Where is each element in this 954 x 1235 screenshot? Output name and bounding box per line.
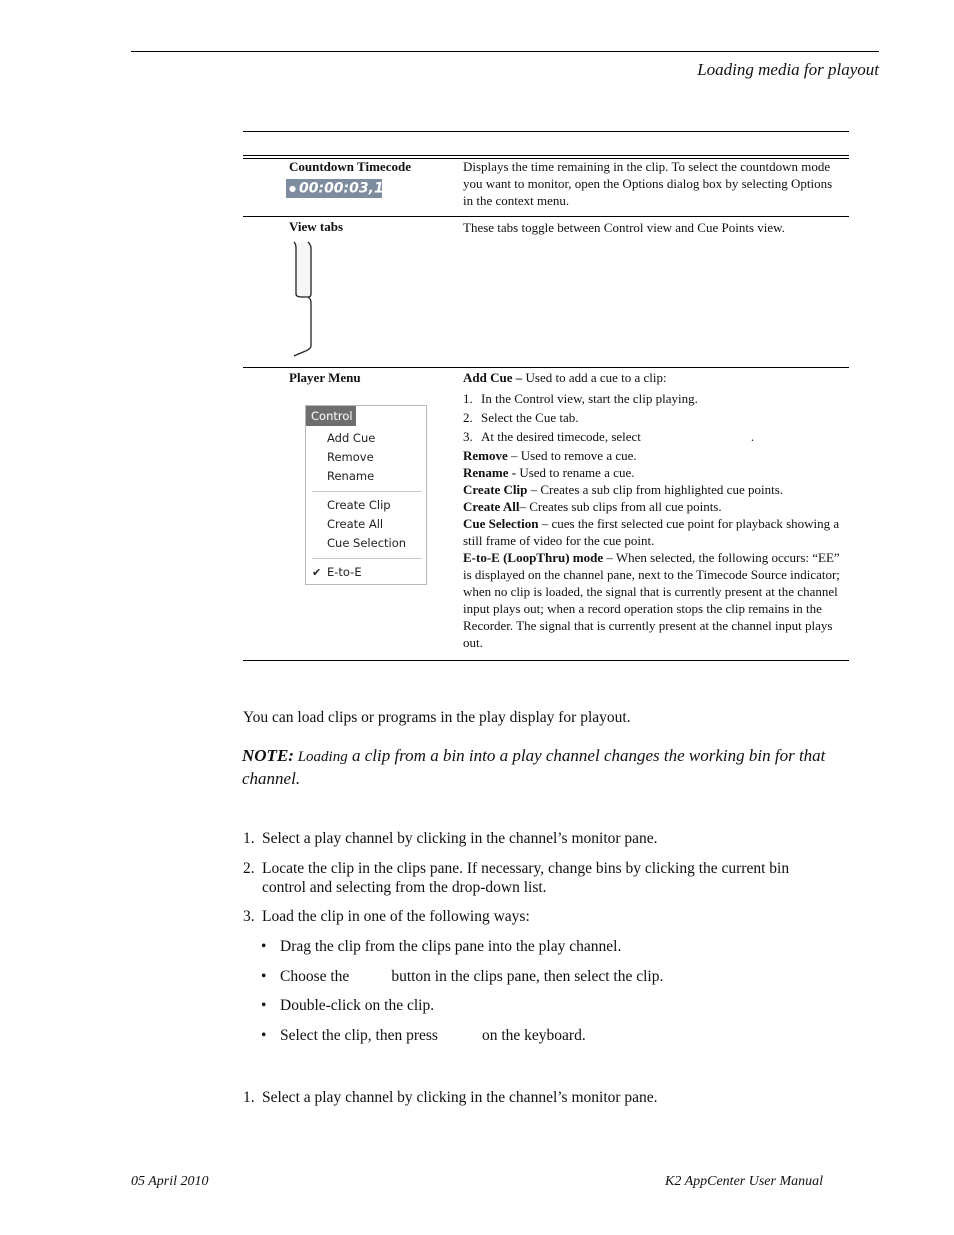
cue-step-text: At the desired timecode, select bbox=[481, 429, 641, 444]
desc-create-clip bbox=[463, 481, 848, 498]
header-rule bbox=[131, 51, 879, 52]
row-label-view-tabs: View tabs bbox=[289, 219, 344, 234]
text-add-cue: Used to add a cue to a clip: bbox=[522, 370, 667, 385]
bullet-item bbox=[261, 1026, 586, 1045]
cue-step bbox=[463, 409, 848, 426]
bullet-text: Drag the clip from the clips pane into the play channel. bbox=[280, 938, 622, 955]
menu-item-create-clip[interactable]: Create Clip bbox=[327, 498, 391, 512]
procedure-step bbox=[243, 859, 833, 897]
row-desc-view-tabs: These tabs toggle between Control view and Cue Points view. bbox=[463, 220, 785, 235]
desc-rename bbox=[463, 464, 848, 481]
cue-step-number: 3. bbox=[463, 429, 473, 444]
table-top-rule bbox=[243, 131, 849, 132]
step-number: 3. bbox=[243, 908, 255, 925]
row-desc-countdown: Displays the time remaining in the clip. To select the countdown mode you want to monitor, open the Options dialog box by selecting Options in the context menu. bbox=[463, 159, 833, 208]
row-label-countdown: Countdown Timecode bbox=[289, 159, 411, 174]
table-row-rule-1 bbox=[243, 216, 849, 217]
term-create-all: Create All bbox=[463, 499, 520, 514]
cue-step-text: Select the Cue tab. bbox=[481, 410, 579, 425]
cue-step-number: 1. bbox=[463, 391, 473, 406]
step-number: 1. bbox=[243, 830, 255, 847]
cue-step-tail: . bbox=[750, 429, 755, 444]
text-remove: – Used to remove a cue. bbox=[507, 448, 637, 463]
step-text: Select a play channel by clicking in the channel’s monitor pane. bbox=[262, 830, 658, 847]
menu-header-control: Control bbox=[306, 406, 356, 426]
bullet-text: Select the clip, then press bbox=[280, 1027, 438, 1044]
text-create-all: – Creates sub clips from all cue points. bbox=[519, 499, 722, 514]
menu-item-add-cue[interactable]: Add Cue bbox=[327, 431, 376, 445]
bullet-text-tail: button in the clips pane, then select the clip. bbox=[391, 968, 664, 985]
checkmark-icon: ✔ bbox=[312, 566, 322, 579]
bullet-item bbox=[261, 967, 663, 986]
bullet-item bbox=[261, 996, 434, 1015]
menu-separator bbox=[312, 491, 422, 492]
step-text: Load the clip in one of the following ways: bbox=[262, 908, 530, 925]
table-row-rule-2 bbox=[243, 367, 849, 368]
note-label: NOTE: bbox=[242, 746, 294, 765]
row-desc-player-menu bbox=[463, 369, 848, 651]
step-text: Select a play channel by clicking in the channel’s monitor pane. bbox=[262, 1089, 658, 1106]
menu-item-create-all[interactable]: Create All bbox=[327, 517, 384, 531]
bullet-text: Double-click on the clip. bbox=[280, 997, 435, 1014]
term-e-to-e: E-to-E (LoopThru) mode bbox=[463, 550, 604, 565]
bullet-icon: • bbox=[261, 1027, 267, 1044]
desc-remove bbox=[463, 447, 848, 464]
term-rename: Rename - bbox=[463, 465, 517, 480]
step-number: 1. bbox=[243, 1089, 255, 1106]
intro-paragraph: You can load clips or programs in the play display for playout. bbox=[243, 709, 631, 726]
footer-date: 05 April 2010 bbox=[131, 1174, 209, 1189]
bullet-item bbox=[261, 937, 621, 956]
text-e-to-e: – When selected, the following occurs: “EE” is displayed on the channel pane, next to the Timecode Source indicator; when no clip is loaded, the signal that is currently present at the channel input plays out; when a record operation stops the clip remains in the Recorder. The signal that is currently present at the channel input plays out. bbox=[463, 550, 840, 650]
desc-cue-selection bbox=[463, 515, 848, 549]
desc-e-to-e bbox=[463, 549, 848, 651]
section-title: Loading media for playout bbox=[697, 60, 879, 79]
term-create-clip: Create Clip bbox=[463, 482, 528, 497]
view-tabs-icon bbox=[288, 238, 318, 360]
term-remove: Remove bbox=[463, 448, 508, 463]
bullet-text: Choose the bbox=[280, 968, 350, 985]
step-text: Locate the clip in the clips pane. If necessary, change bins by clicking the current bin control and selecting from the drop-down list. bbox=[262, 860, 790, 896]
text-cue-selection: – cues the first selected cue point for playback showing a still frame of video for the cue point. bbox=[463, 516, 840, 548]
step-number: 2. bbox=[243, 860, 255, 877]
desc-create-all bbox=[463, 498, 848, 515]
table-header-rule-1 bbox=[243, 155, 849, 156]
footer-manual-title: K2 AppCenter User Manual bbox=[664, 1174, 823, 1189]
menu-separator bbox=[312, 558, 422, 559]
note-text: a clip from a bin into a play channel changes the working bin for that channel. bbox=[242, 746, 826, 788]
countdown-timecode-display bbox=[286, 179, 394, 198]
cue-step-text: In the Control view, start the clip playing. bbox=[481, 391, 698, 406]
bullet-icon: • bbox=[261, 997, 267, 1014]
procedure-step bbox=[243, 829, 833, 848]
timecode-value: 00:00:03,12 bbox=[298, 180, 394, 197]
procedure-step bbox=[243, 1088, 833, 1107]
timecode-dot-icon: ● bbox=[289, 184, 296, 193]
note-first-word: Loading bbox=[293, 749, 348, 765]
cue-step-number: 2. bbox=[463, 410, 473, 425]
note-paragraph bbox=[242, 745, 842, 789]
row-label-player-menu: Player Menu bbox=[289, 370, 361, 385]
menu-item-cue-selection[interactable]: Cue Selection bbox=[327, 536, 407, 550]
player-context-menu bbox=[305, 405, 427, 585]
bullet-text-tail: on the keyboard. bbox=[481, 1027, 586, 1044]
bullet-icon: • bbox=[261, 938, 267, 955]
bullet-icon: • bbox=[261, 968, 267, 985]
procedure-step bbox=[243, 907, 833, 926]
menu-item-e-to-e[interactable]: E-to-E bbox=[327, 565, 362, 579]
desc-add-cue bbox=[463, 369, 848, 386]
text-create-clip: – Creates a sub clip from highlighted cue points. bbox=[527, 482, 784, 497]
menu-item-remove[interactable]: Remove bbox=[327, 450, 374, 464]
term-cue-selection: Cue Selection bbox=[463, 516, 539, 531]
cue-step bbox=[463, 390, 848, 407]
text-rename: Used to rename a cue. bbox=[516, 465, 635, 480]
table-bottom-rule bbox=[243, 660, 849, 661]
cue-step bbox=[463, 428, 848, 445]
menu-item-rename[interactable]: Rename bbox=[327, 469, 375, 483]
term-add-cue: Add Cue – bbox=[463, 370, 523, 385]
